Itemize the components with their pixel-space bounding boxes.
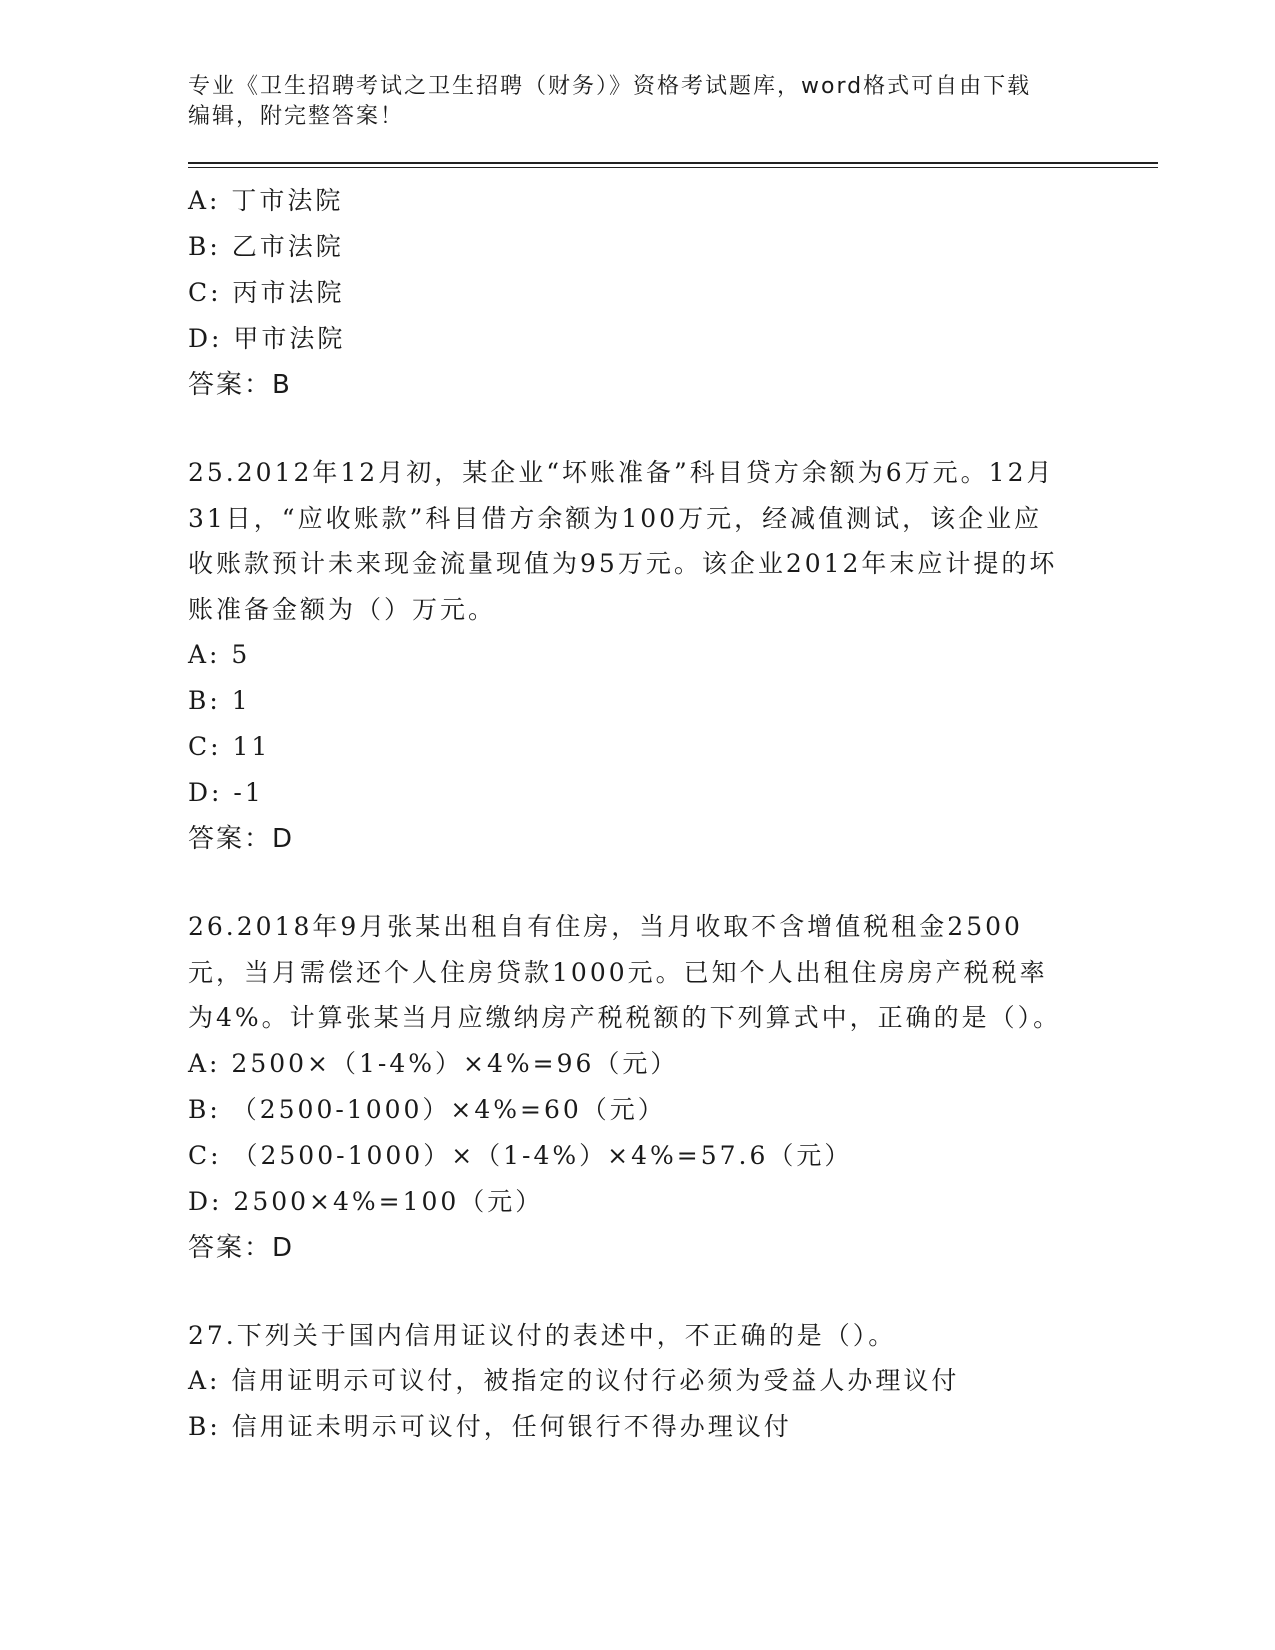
question-stem: 27.下列关于国内信用证议付的表述中，不正确的是（）。 <box>188 1320 897 1350</box>
option-c: C: （2500-1000）×（1-4%）×4%=57.6（元） <box>188 1140 853 1170</box>
option-b: B: （2500-1000）×4%=60（元） <box>188 1094 666 1124</box>
option-d: D: 甲市法院 <box>188 324 346 353</box>
header-line-2: 编辑，附完整答案！ <box>188 104 405 129</box>
option-a: A: 信用证明示可议付，被指定的议付行必须为受益人办理议付 <box>188 1366 960 1395</box>
option-a: A: 2500×（1-4%）×4%=96（元） <box>188 1048 679 1078</box>
answer: 答案：D <box>188 1232 295 1263</box>
answer: 答案：D <box>188 824 295 854</box>
option-d: D: 2500×4%=100（元） <box>188 1186 544 1216</box>
document-page <box>188 72 1158 1450</box>
document-header <box>188 72 1068 132</box>
question-25 <box>188 450 1158 862</box>
question-stem: 26.2018年9月张某出租自有住房，当月收取不含增值税租金2500元，当月需偿还个人住房贷款1000元。已知个人出租住房房产税税率为4%。计算张某当月应缴纳房产税税额的下列算式中，正确的是（）。 <box>188 912 1062 1032</box>
header-line-1: 专业《卫生招聘考试之卫生招聘（财务）》资格考试题库，word格式可自由下载 <box>188 74 1032 99</box>
option-a: A: 丁市法院 <box>188 186 344 215</box>
option-c: C: 丙市法院 <box>188 278 345 307</box>
question-stem: 25.2012年12月初，某企业“坏账准备”科目贷方余额为6万元。12月31日，“应收账款”科目借方余额为100万元，经减值测试，该企业应收账款预计未来现金流量现值为95万元。该企业2012年末应计提的坏账准备金额为（）万元。 <box>188 458 1058 624</box>
question-27 <box>188 1313 1158 1451</box>
option-a: A: 5 <box>188 640 251 669</box>
option-b: B: 1 <box>188 686 251 715</box>
option-c: C: 11 <box>188 732 271 761</box>
question-list <box>188 178 1158 1450</box>
option-d: D: -1 <box>188 778 264 807</box>
option-b: B: 乙市法院 <box>188 232 344 261</box>
header-rule <box>188 162 1158 168</box>
question-24 <box>188 178 1158 408</box>
question-26 <box>188 904 1158 1271</box>
answer: 答案：B <box>188 370 292 400</box>
option-b: B: 信用证未明示可议付，任何银行不得办理议付 <box>188 1412 792 1441</box>
